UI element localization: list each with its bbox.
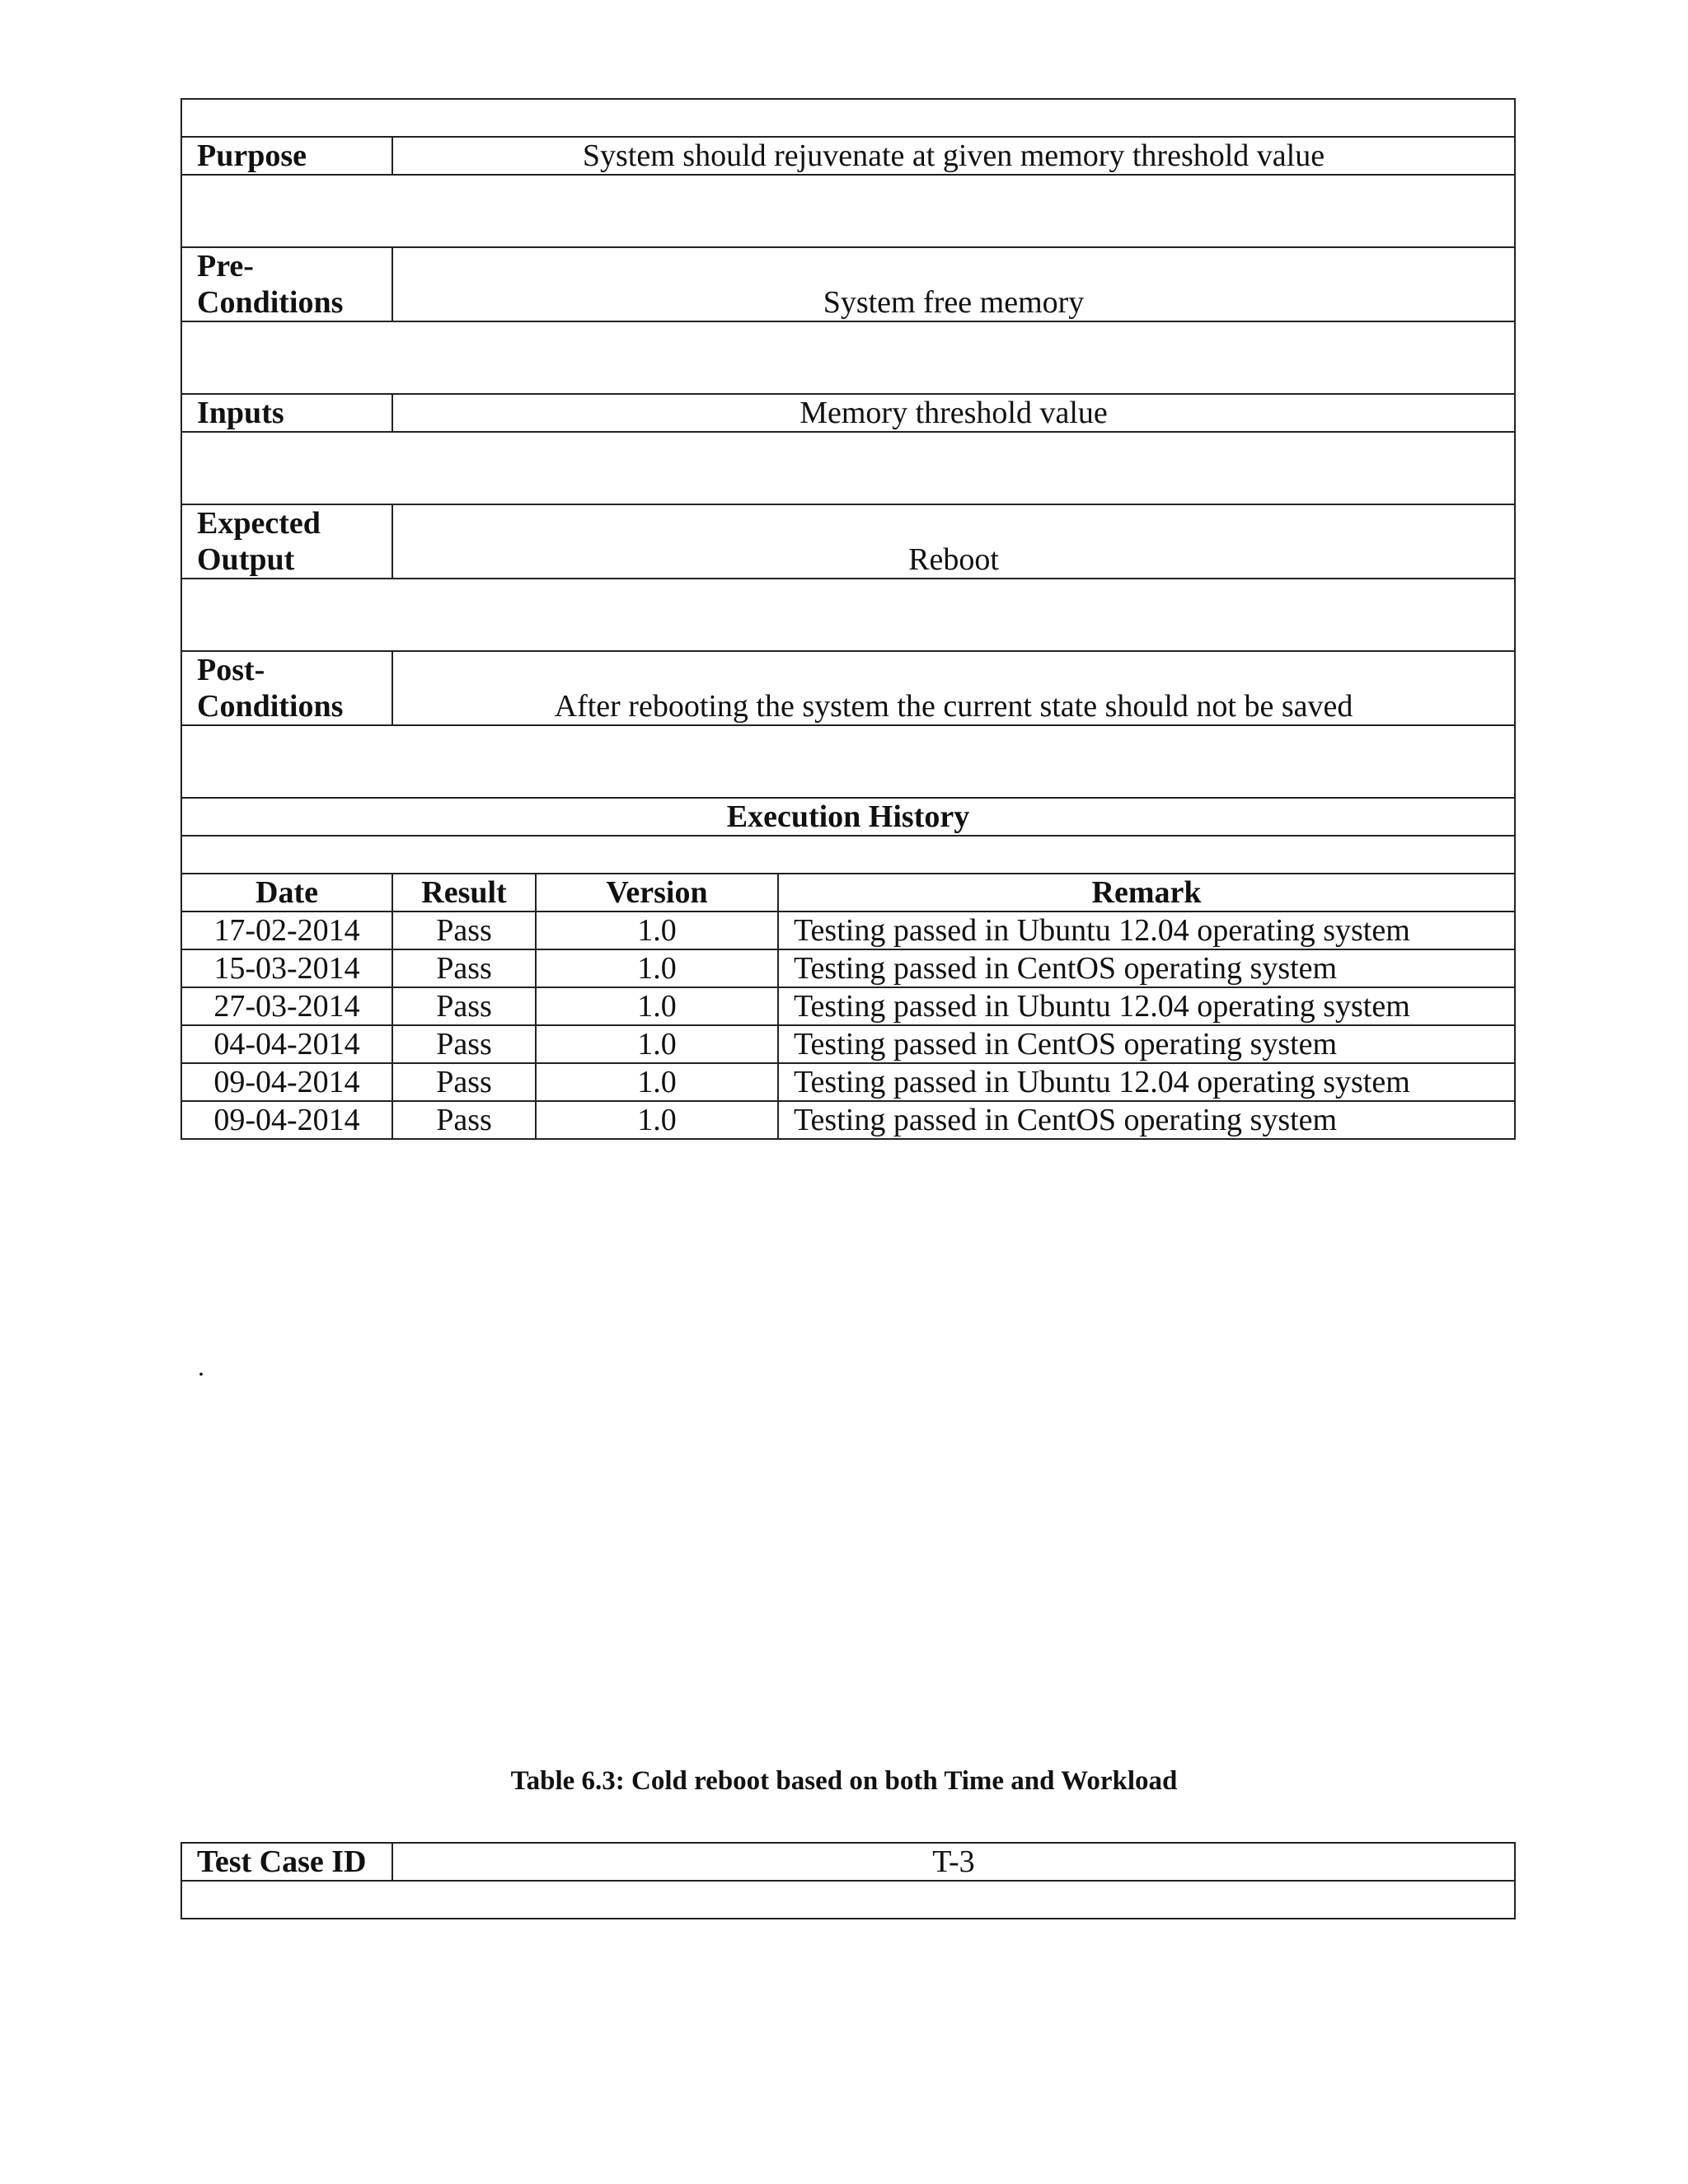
inputs-value: Memory threshold value [392,394,1515,432]
blank-row [181,1881,1515,1919]
expected-output-label-text: Expected Output [197,506,321,577]
next-test-case-table [181,1842,1516,1919]
history-date: 09-04-2014 [181,1063,392,1101]
expected-output-value: Reboot [392,504,1515,579]
test-case-id-row [181,1843,1515,1881]
history-remark: Testing passed in CentOS operating system [778,1101,1515,1139]
history-row [181,1101,1515,1139]
postconditions-label [181,651,392,725]
test-case-id-value: T-3 [392,1843,1515,1881]
preconditions-label [181,247,392,321]
execution-history-title: Execution History [181,798,1515,836]
blank-row [181,579,1515,651]
history-version: 1.0 [536,949,778,987]
history-remark: Testing passed in CentOS operating system [778,1025,1515,1063]
postconditions-row [181,651,1515,725]
history-result: Pass [392,912,536,949]
history-remark: Testing passed in Ubuntu 12.04 operating system [778,1063,1515,1101]
date-header: Date [181,874,392,912]
history-result: Pass [392,987,536,1025]
purpose-value: System should rejuvenate at given memory threshold value [392,137,1515,175]
history-remark: Testing passed in Ubuntu 12.04 operating system [778,912,1515,949]
history-row [181,949,1515,987]
preconditions-value: System free memory [392,247,1515,321]
history-remark: Testing passed in CentOS operating system [778,949,1515,987]
blank-row [181,321,1515,394]
blank-row [181,432,1515,504]
history-result: Pass [392,1063,536,1101]
blank-row [181,836,1515,874]
history-version: 1.0 [536,1101,778,1139]
table-caption: Table 6.3: Cold reboot based on both Time and Workload [510,1766,1178,1796]
blank-row [181,175,1515,247]
history-row [181,1025,1515,1063]
test-case-table [181,98,1516,1140]
history-remark: Testing passed in Ubuntu 12.04 operating system [778,987,1515,1025]
execution-history-title-row [181,798,1515,836]
result-header: Result [392,874,536,912]
version-header: Version [536,874,778,912]
history-version: 1.0 [536,987,778,1025]
history-date: 09-04-2014 [181,1101,392,1139]
history-date: 15-03-2014 [181,949,392,987]
postconditions-value: After rebooting the system the current state should not be saved [392,651,1515,725]
purpose-row [181,137,1515,175]
inputs-row [181,394,1515,432]
preconditions-row [181,247,1515,321]
blank-row [181,99,1515,137]
history-header-row [181,874,1515,912]
history-row [181,987,1515,1025]
history-row [181,912,1515,949]
blank-row [181,725,1515,798]
history-version: 1.0 [536,1025,778,1063]
history-date: 04-04-2014 [181,1025,392,1063]
preconditions-label-text: Pre- Conditions [197,249,344,320]
expected-output-row [181,504,1515,579]
history-version: 1.0 [536,1063,778,1101]
postconditions-label-text: Post- Conditions [197,653,344,724]
remark-header: Remark [778,874,1515,912]
inputs-label: Inputs [181,394,392,432]
purpose-label: Purpose [181,137,392,175]
history-date: 27-03-2014 [181,987,392,1025]
stray-dot: . [198,1352,204,1381]
history-version: 1.0 [536,912,778,949]
history-result: Pass [392,1025,536,1063]
history-date: 17-02-2014 [181,912,392,949]
expected-output-label [181,504,392,579]
history-result: Pass [392,1101,536,1139]
history-result: Pass [392,949,536,987]
test-case-id-label: Test Case ID [181,1843,392,1881]
history-row [181,1063,1515,1101]
